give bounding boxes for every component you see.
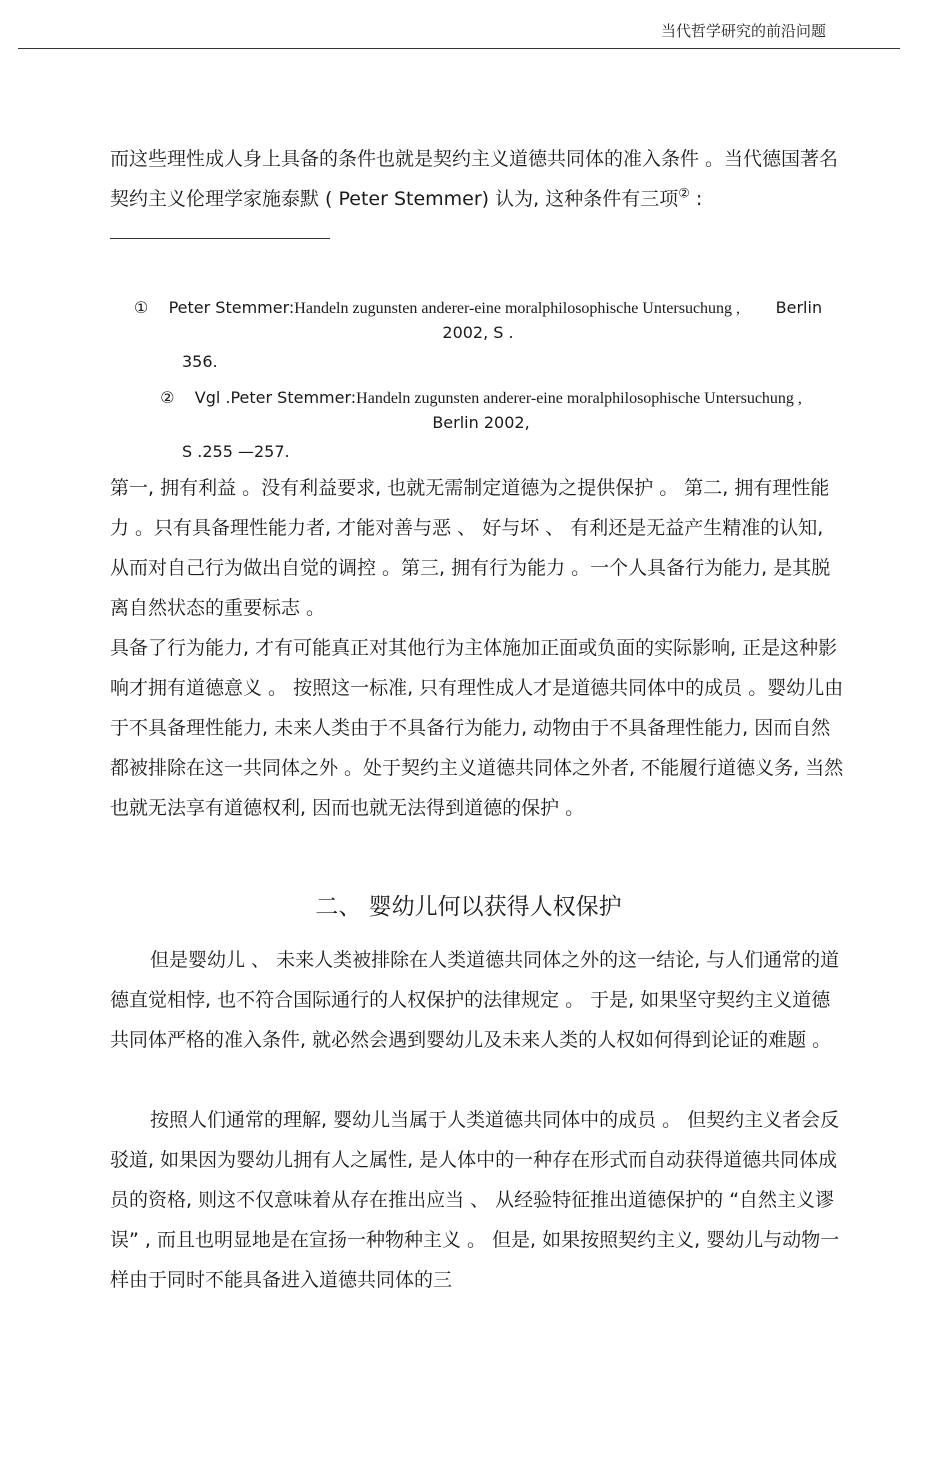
footnote-2-page: S .255 —257. bbox=[182, 442, 290, 461]
footnote-place: Berlin bbox=[775, 298, 823, 317]
body-paragraph-2: 第一, 拥有利益 。没有利益要求, 也就无需制定道德为之提供保护 。 第二, 拥有理性能力 。只有具备理性能力者, 才能对善与恶 、 好与坏 、 有利还是无益产生精准的认知, 从而对自己行为做出自觉的调控 。第三, 拥有行为能力 。一个人具备行为能力, 是其脱离自然状态的重要标志 。 bbox=[110, 477, 831, 619]
footnote-mark: ① bbox=[133, 298, 149, 317]
footnote-author: Peter Stemmer: bbox=[168, 298, 295, 317]
body-paragraph-3: 具备了行为能力, 才有可能真正对其他行为主体施加正面或负面的实际影响, 正是这种影响才拥有道德意义 。 按照这一标准, 只有理性成人才是道德共同体中的成员 。婴幼儿由于不具备理性能力, 未来人类由于不具备行为能力, 动物由于不具备理性能力, 因而自然都被排除在这一共同体之外 。处于契约主义道德共同体之外者, 不能履行道德义务, 当然也就无法享有道德权利, 因而也就无法得到道德的保护 。 bbox=[110, 637, 844, 819]
section-heading: 二、 婴幼儿何以获得人权保护 bbox=[315, 894, 622, 920]
paragraph-text: 而这些理性成人身上具备的条件也就是契约主义道德共同体的准入条件 。当代德国著名契约主义伦理学家施泰默 ( Peter Stemmer) 认为, 这种条件有三项 bbox=[110, 148, 839, 210]
paragraph-end: : bbox=[689, 188, 703, 210]
body-paragraph-5: 按照人们通常的理解, 婴幼儿当属于人类道德共同体中的成员 。 但契约主义者会反驳道, 如果因为婴幼儿拥有人之属性, 是人体中的一种存在形式而自动获得道德共同体成员的资格, 则这不仅意味着从存在推出应当 、 从经验特征推出道德保护的 “自然主义谬误” , 而且也明显地是在宣扬一种物种主义 。 但是, 如果按照契约主义, 婴幼儿与动物一样由于同时不能具备进入道德共同体的三 bbox=[110, 1109, 840, 1291]
footnote-rule bbox=[110, 238, 330, 239]
footnote-author: Vgl .Peter Stemmer: bbox=[194, 388, 357, 407]
footnote-ref[interactable]: ② bbox=[678, 186, 690, 202]
footnote-book-title: Handeln zugunsten anderer-eine moralphilosophische Untersuchung , bbox=[356, 390, 802, 407]
footnote-line2: Berlin 2002, bbox=[432, 413, 530, 432]
footnote-1 bbox=[122, 296, 834, 345]
footnote-mark: ② bbox=[160, 388, 175, 407]
footnote-2 bbox=[142, 386, 820, 435]
footnote-line2: 2002, S . bbox=[442, 323, 514, 342]
footnote-book-title: Handeln zugunsten anderer-eine moralphilosophische Untersuchung , bbox=[294, 300, 741, 317]
footnote-1-page: 356. bbox=[182, 352, 218, 371]
body-paragraph-1 bbox=[110, 139, 845, 219]
header-rule bbox=[18, 48, 900, 49]
body-paragraph-4: 但是婴幼儿 、 未来人类被排除在人类道德共同体之外的这一结论, 与人们通常的道德直觉相悖, 也不符合国际通行的人权保护的法律规定 。 于是, 如果坚守契约主义道德共同体严格的准入条件, 就必然会遇到婴幼儿及未来人类的人权如何得到论证的难题 。 bbox=[110, 949, 840, 1051]
running-header: 当代哲学研究的前沿问题 bbox=[660, 22, 826, 40]
